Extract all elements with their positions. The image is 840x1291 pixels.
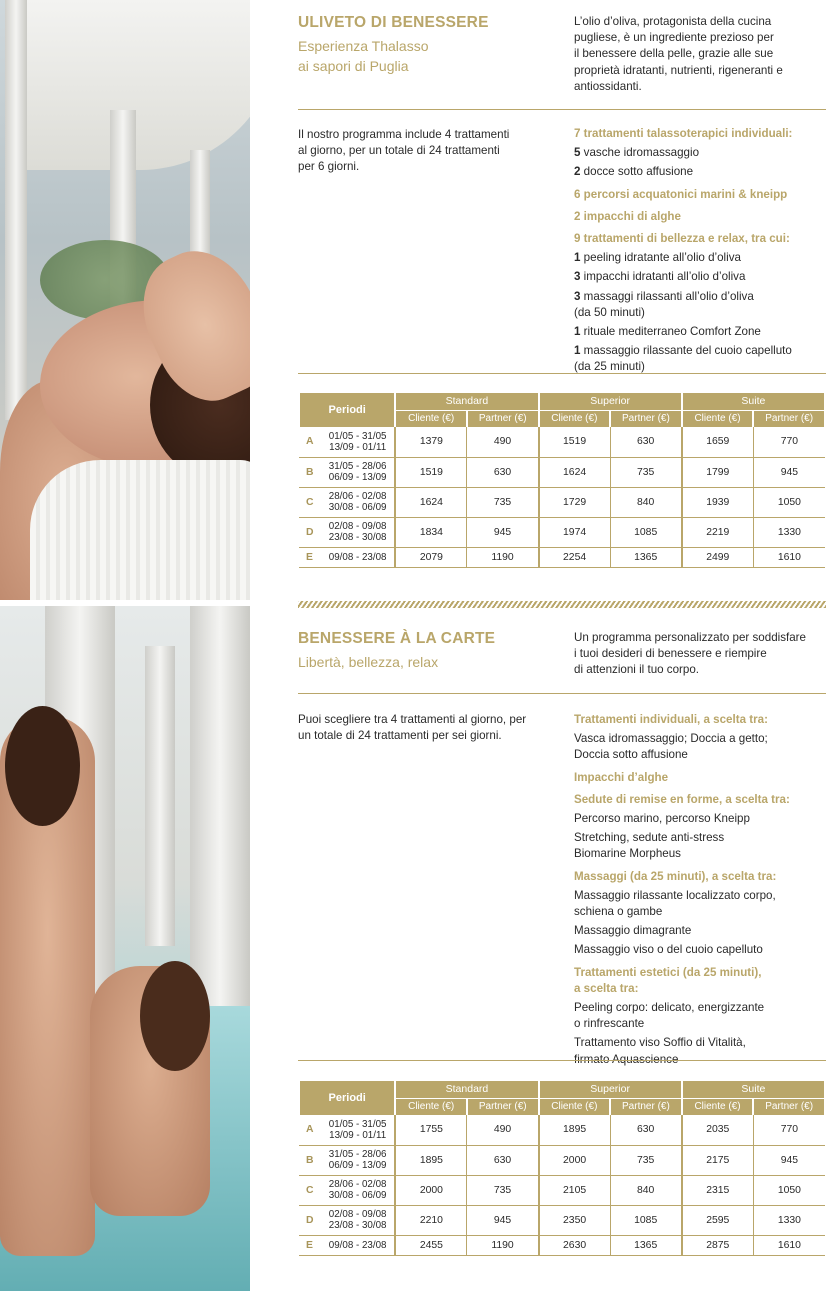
period-dates: [321, 487, 395, 517]
item-count: 2: [574, 165, 581, 179]
list-item: Doccia sotto affusione: [574, 748, 688, 762]
period-dates: [321, 1235, 395, 1255]
list-heading: Sedute di remise en forme, a scelta tra:: [574, 792, 790, 806]
price-partner-cell: 1330: [753, 1205, 825, 1235]
list-item: Massaggio viso o del cuoio capelluto: [574, 943, 763, 957]
period-letter: C: [299, 1175, 321, 1205]
period-range: 01/05 - 31/05: [328, 430, 387, 442]
section1-treatments-list: [574, 126, 826, 376]
price-partner-cell: 840: [610, 487, 682, 517]
item-text: peeling idratante all’olio d’oliva: [580, 251, 741, 265]
item-text: massaggi rilassanti all’olio d’oliva: [580, 289, 754, 303]
price-cliente-cell: 1624: [539, 457, 611, 487]
price-partner-cell: 945: [467, 517, 539, 547]
price-cliente-cell: 1799: [682, 457, 754, 487]
program-line: un totale di 24 trattamenti per sei giorni.: [298, 729, 502, 743]
photo-hair: [5, 706, 80, 826]
price-cliente-cell: 1939: [682, 487, 754, 517]
header-cliente: Cliente (€): [682, 410, 754, 427]
table-row: [299, 1115, 825, 1145]
period-range: 23/08 - 30/08: [328, 532, 387, 543]
item-text: impacchi idratanti all’olio d’oliva: [580, 270, 746, 284]
price-partner-cell: 1190: [467, 1235, 539, 1255]
table-row: [299, 547, 825, 567]
item-note: (da 25 minuti): [574, 360, 645, 374]
price-partner-cell: 1085: [610, 517, 682, 547]
list-item: Massaggio rilassante localizzato corpo,: [574, 888, 776, 902]
list-item: [574, 145, 826, 161]
list-item: [574, 269, 826, 285]
price-cliente-cell: 2455: [395, 1235, 467, 1255]
list-heading: a scelta tra:: [574, 981, 639, 995]
header-suite: Suite: [682, 393, 825, 410]
program-line: per 6 giorni.: [298, 160, 360, 174]
list-item: Percorso marino, percorso Kneipp: [574, 812, 750, 826]
spa-pool-women-photo: [0, 606, 250, 1291]
spa-facial-massage-photo: [0, 0, 250, 600]
hatched-divider: [298, 601, 826, 608]
price-table-uliveto: [298, 393, 826, 568]
list-heading: Impacchi d’alghe: [574, 770, 669, 784]
price-partner-cell: 770: [753, 427, 825, 457]
item-text: rituale mediterraneo Comfort Zone: [580, 325, 761, 339]
price-partner-cell: 1365: [610, 1235, 682, 1255]
divider-line: [298, 109, 826, 110]
price-partner-cell: 1365: [610, 547, 682, 567]
table-row: [299, 1145, 825, 1175]
price-partner-cell: 1050: [753, 1175, 825, 1205]
period-dates: [321, 517, 395, 547]
price-partner-cell: 1050: [753, 487, 825, 517]
price-partner-cell: 1085: [610, 1205, 682, 1235]
price-cliente-cell: 2000: [395, 1175, 467, 1205]
section1-subtitle-line: Esperienza Thalasso: [298, 38, 429, 54]
item-note: (da 50 minuti): [574, 305, 645, 319]
program-line: Il nostro programma include 4 trattamenti: [298, 128, 510, 141]
section1-subtitle-line: ai sapori di Puglia: [298, 58, 409, 74]
section2-program-text: [298, 712, 558, 744]
price-cliente-cell: 1519: [539, 427, 611, 457]
section1-program-text: [298, 127, 548, 176]
price-table-alacarte: [298, 1081, 826, 1256]
list-heading: Trattamenti individuali, a scelta tra:: [574, 713, 768, 726]
price-cliente-cell: 2210: [395, 1205, 467, 1235]
period-dates: [321, 427, 395, 457]
header-standard: Standard: [395, 393, 538, 410]
period-range: 09/08 - 23/08: [328, 1239, 387, 1251]
section1-intro: [574, 14, 826, 95]
header-cliente: Cliente (€): [395, 1098, 467, 1115]
list-item: Trattamento viso Soffio di Vitalità,: [574, 1036, 746, 1050]
price-partner-cell: 630: [467, 1145, 539, 1175]
header-periodi: Periodi: [299, 393, 395, 427]
item-count: 1: [574, 344, 581, 358]
section1-title: ULIVETO DI BENESSERE: [298, 14, 489, 31]
period-range: 13/09 - 01/11: [329, 441, 387, 453]
price-cliente-cell: 2079: [395, 547, 467, 567]
section2-intro: [574, 630, 826, 679]
price-partner-cell: 735: [467, 1175, 539, 1205]
item-count: 5: [574, 146, 581, 160]
period-range: 13/09 - 01/11: [329, 1129, 387, 1141]
header-cliente: Cliente (€): [682, 1098, 754, 1115]
price-partner-cell: 630: [467, 457, 539, 487]
price-cliente-cell: 2175: [682, 1145, 754, 1175]
list-item: Massaggio dimagrante: [574, 924, 692, 938]
price-cliente-cell: 2875: [682, 1235, 754, 1255]
list-item: o rinfrescante: [574, 1017, 645, 1031]
period-letter: B: [299, 1145, 321, 1175]
price-cliente-cell: 2035: [682, 1115, 754, 1145]
price-partner-cell: 770: [753, 1115, 825, 1145]
period-range: 02/08 - 09/08: [328, 521, 387, 532]
period-range: 30/08 - 06/09: [328, 502, 387, 513]
price-cliente-cell: 2315: [682, 1175, 754, 1205]
intro-line: L’olio d’oliva, protagonista della cucina: [574, 15, 772, 28]
price-cliente-cell: 1729: [539, 487, 611, 517]
header-superior: Superior: [539, 393, 682, 410]
period-letter: B: [299, 457, 321, 487]
period-range: 31/05 - 28/06: [328, 461, 387, 472]
header-superior: Superior: [539, 1081, 682, 1098]
price-cliente-cell: 2254: [539, 547, 611, 567]
period-letter: D: [299, 517, 321, 547]
period-dates: [321, 1175, 395, 1205]
price-partner-cell: 735: [467, 487, 539, 517]
list-item: [574, 324, 826, 340]
price-partner-cell: 735: [610, 457, 682, 487]
item-text: vasche idromassaggio: [580, 146, 700, 160]
section2-title: BENESSERE À LA CARTE: [298, 630, 496, 647]
item-count: 1: [574, 325, 581, 339]
header-partner: Partner (€): [610, 1098, 682, 1115]
period-range: 01/05 - 31/05: [328, 1118, 387, 1130]
item-text: massaggio rilassante del cuoio capelluto: [580, 344, 792, 358]
period-letter: A: [299, 427, 321, 457]
period-letter: A: [299, 1115, 321, 1145]
price-cliente-cell: 2350: [539, 1205, 611, 1235]
header-cliente: Cliente (€): [395, 410, 467, 427]
intro-line: proprietà idratanti, nutrienti, rigeneranti e: [574, 63, 783, 77]
photo-column: [145, 646, 175, 946]
photo-column: [5, 0, 27, 420]
program-line: al giorno, per un totale di 24 trattamenti: [298, 144, 500, 158]
period-range: 09/08 - 23/08: [328, 551, 387, 563]
header-partner: Partner (€): [753, 410, 825, 427]
period-dates: [321, 1115, 395, 1145]
header-partner: Partner (€): [610, 410, 682, 427]
list-heading: 7 trattamenti talassoterapici individuali:: [574, 127, 793, 140]
program-line: Puoi scegliere tra 4 trattamenti al giorno, per: [298, 713, 527, 726]
list-heading: 9 trattamenti di bellezza e relax, tra cui:: [574, 232, 790, 246]
divider-line: [298, 693, 826, 694]
divider-line: [298, 373, 826, 374]
list-heading: 6 percorsi acquatonici marini & kneipp: [574, 187, 788, 201]
period-dates: [321, 1205, 395, 1235]
intro-line: i tuoi desideri di benessere e riempire: [574, 647, 767, 661]
price-partner-cell: 1610: [753, 547, 825, 567]
list-item: [574, 250, 826, 266]
period-range: 30/08 - 06/09: [328, 1190, 387, 1201]
price-partner-cell: 840: [610, 1175, 682, 1205]
list-heading: Massaggi (da 25 minuti), a scelta tra:: [574, 869, 777, 883]
period-letter: E: [299, 547, 321, 567]
price-partner-cell: 945: [753, 1145, 825, 1175]
period-range: 31/05 - 28/06: [328, 1149, 387, 1160]
price-partner-cell: 1190: [467, 547, 539, 567]
list-item: [574, 164, 826, 180]
header-cliente: Cliente (€): [539, 1098, 611, 1115]
header-partner: Partner (€): [753, 1098, 825, 1115]
price-cliente-cell: 1974: [539, 517, 611, 547]
table-row: [299, 1205, 825, 1235]
list-heading: Trattamenti estetici (da 25 minuti),: [574, 965, 762, 979]
list-item: Biomarine Morpheus: [574, 847, 681, 861]
period-dates: [321, 547, 395, 567]
period-range: 23/08 - 30/08: [328, 1220, 387, 1231]
header-suite: Suite: [682, 1081, 825, 1098]
list-item: [574, 289, 826, 305]
price-cliente-cell: 1659: [682, 427, 754, 457]
period-range: 06/09 - 13/09: [328, 1160, 387, 1171]
price-cliente-cell: 1755: [395, 1115, 467, 1145]
period-dates: [321, 1145, 395, 1175]
table-row: [299, 1175, 825, 1205]
section2-treatments-list: [574, 712, 826, 1068]
table-row: [299, 487, 825, 517]
period-range: 02/08 - 09/08: [328, 1209, 387, 1220]
price-cliente-cell: 1519: [395, 457, 467, 487]
price-cliente-cell: 1895: [395, 1145, 467, 1175]
price-partner-cell: 1610: [753, 1235, 825, 1255]
item-text: docce sotto affusione: [580, 165, 694, 179]
intro-line: pugliese, è un ingrediente prezioso per: [574, 31, 774, 45]
intro-line: il benessere della pelle, grazie alle sue: [574, 47, 774, 61]
period-range: 28/06 - 02/08: [328, 491, 387, 502]
table-row: [299, 427, 825, 457]
period-letter: E: [299, 1235, 321, 1255]
photo-hair: [140, 961, 210, 1071]
table-row: [299, 517, 825, 547]
period-letter: D: [299, 1205, 321, 1235]
period-range: 28/06 - 02/08: [328, 1179, 387, 1190]
price-cliente-cell: 1834: [395, 517, 467, 547]
price-partner-cell: 945: [467, 1205, 539, 1235]
section2-subtitle: Libertà, bellezza, relax: [298, 654, 439, 670]
price-partner-cell: 1330: [753, 517, 825, 547]
price-cliente-cell: 2000: [539, 1145, 611, 1175]
header-periodi: Periodi: [299, 1081, 395, 1115]
period-letter: C: [299, 487, 321, 517]
price-cliente-cell: 2219: [682, 517, 754, 547]
header-cliente: Cliente (€): [539, 410, 611, 427]
list-item: Peeling corpo: delicato, energizzante: [574, 1001, 765, 1015]
item-count: 3: [574, 270, 581, 284]
price-partner-cell: 945: [753, 457, 825, 487]
header-standard: Standard: [395, 1081, 538, 1098]
list-heading: 2 impacchi di alghe: [574, 209, 681, 223]
period-dates: [321, 457, 395, 487]
intro-line: Un programma personalizzato per soddisfare: [574, 631, 806, 644]
price-partner-cell: 490: [467, 427, 539, 457]
list-item: schiena o gambe: [574, 905, 663, 919]
price-partner-cell: 630: [610, 427, 682, 457]
price-cliente-cell: 2105: [539, 1175, 611, 1205]
list-item: Vasca idromassaggio; Doccia a getto;: [574, 732, 768, 746]
divider-line: [298, 1060, 826, 1061]
table-row: [299, 457, 825, 487]
price-cliente-cell: 1379: [395, 427, 467, 457]
price-cliente-cell: 2499: [682, 547, 754, 567]
price-cliente-cell: 1624: [395, 487, 467, 517]
list-item: Stretching, sedute anti-stress: [574, 831, 725, 845]
price-cliente-cell: 2595: [682, 1205, 754, 1235]
intro-line: antiossidanti.: [574, 79, 642, 93]
item-count: 1: [574, 251, 581, 265]
price-partner-cell: 735: [610, 1145, 682, 1175]
table-row: [299, 1235, 825, 1255]
section1-subtitle: [298, 36, 428, 76]
intro-line: di attenzioni il tuo corpo.: [574, 663, 700, 677]
header-partner: Partner (€): [467, 1098, 539, 1115]
price-partner-cell: 490: [467, 1115, 539, 1145]
price-cliente-cell: 2630: [539, 1235, 611, 1255]
item-count: 3: [574, 289, 581, 303]
period-range: 06/09 - 13/09: [328, 472, 387, 483]
price-cliente-cell: 1895: [539, 1115, 611, 1145]
price-partner-cell: 630: [610, 1115, 682, 1145]
photo-towel: [30, 460, 250, 600]
list-item: [574, 343, 826, 359]
header-partner: Partner (€): [467, 410, 539, 427]
